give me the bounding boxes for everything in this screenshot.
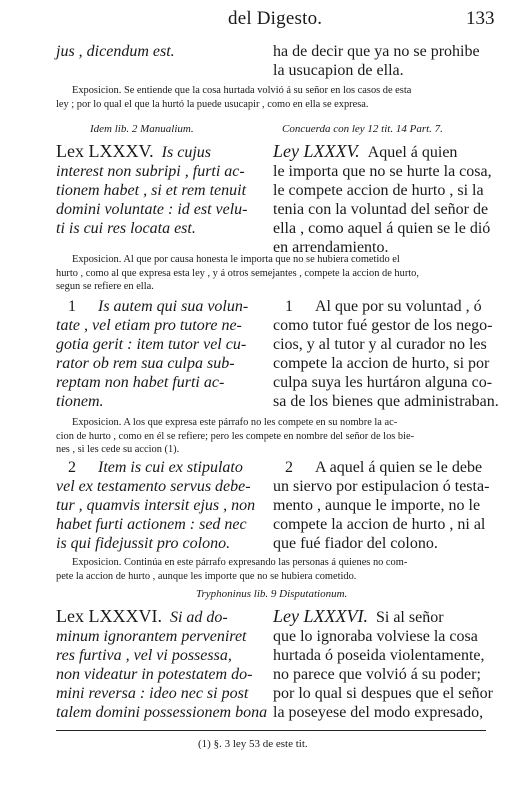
exposicion-line: ley ; por lo qual el que la hurtó la puede usucapir , como en ella se expresa. <box>56 98 369 110</box>
latin-line: Si ad do- <box>169 609 228 626</box>
spanish-line: culpa suya les hurtáron alguna co- <box>273 374 493 391</box>
latin-line: tionem habet , si et rem tenuit <box>56 182 247 199</box>
latin-line: Is cujus <box>161 144 211 161</box>
spanish-line: Aquel á quien <box>367 144 458 161</box>
spanish-line: por lo qual si despues que el señor <box>273 685 493 702</box>
spanish-line: que fué fiador del colono. <box>273 535 438 552</box>
spanish-line: la poseyese del modo expresado, <box>273 704 484 721</box>
exposicion-line: Exposicion. Continúa en este párrafo expresando las personas á quienes no com- <box>72 557 408 568</box>
ley-heading: Ley LXXXV. <box>273 141 360 161</box>
running-title: del Digesto. <box>228 8 323 29</box>
footnote: (1) §. 3 ley 53 de este tit. <box>198 738 308 750</box>
spanish-line: Al que por su voluntad , ó <box>315 298 482 315</box>
paragraph-number: 2 <box>285 459 293 476</box>
latin-line: non videatur in potestatem do- <box>56 666 253 683</box>
exposicion-1 <box>56 84 488 111</box>
latin-law-85 <box>56 142 266 238</box>
spanish-line: tenia con la voluntad del señor de <box>273 201 489 218</box>
latin-line: res furtiva , vel vi possessa, <box>56 647 232 664</box>
latin-line: Is autem qui sua volun- <box>98 298 249 315</box>
exposicion-line: cion de hurto , como en él se refiere; pero les compete en nombre del señor de los bie- <box>56 430 415 442</box>
spanish-line: como tutor fué gestor de los nego- <box>273 317 493 334</box>
latin-line: habet furti actionem : sed nec <box>56 516 247 533</box>
latin-paragraph-1 <box>56 297 266 411</box>
latin-line: minum ignorantem perveniret <box>56 628 247 645</box>
spanish-law-86 <box>273 606 493 722</box>
latin-line: Item is cui ex stipulato <box>98 459 243 476</box>
footnote-rule <box>56 730 486 731</box>
spanish-line: compete la accion de hurto , ni al <box>273 516 486 533</box>
spanish-column-continuation <box>273 42 488 80</box>
latin-line: talem domini possessionem bona <box>56 704 268 721</box>
exposicion-4 <box>56 556 488 583</box>
exposicion-line: segun se refiere en ella. <box>56 281 154 292</box>
paragraph-number: 1 <box>68 298 76 315</box>
spanish-line: en arrendamiento. <box>273 239 389 256</box>
spanish-line: ella , como aquel á quien se le dió <box>273 220 491 237</box>
spanish-line: cios, y al tutor y al curador no les <box>273 336 487 353</box>
latin-line: is qui fidejussit pro colono. <box>56 535 231 552</box>
spanish-line: mento , aunque le importe, no le <box>273 497 481 514</box>
spanish-line: Si al señor <box>375 609 444 626</box>
latin-line: jus , dicendum est. <box>56 43 175 60</box>
page-number: 133 <box>466 8 495 29</box>
latin-line: interest non subripi , furti ac- <box>56 163 245 180</box>
spanish-paragraph-1 <box>273 297 499 411</box>
exposicion-3 <box>56 416 488 457</box>
exposicion-line: Exposicion. A los que expresa este párrafo no les compete en su nombre la ac- <box>72 417 398 428</box>
exposicion-line: Exposicion. Se entiende que la cosa hurtada volvió á su señor en los casos de esta <box>72 85 412 96</box>
paragraph-number: 2 <box>68 459 76 476</box>
spanish-paragraph-2 <box>273 458 488 553</box>
spanish-line: le importa que no se hurte la cosa, <box>273 163 492 180</box>
latin-line: tur , quamvis intersit ejus , non <box>56 497 256 514</box>
spanish-law-85 <box>273 141 492 257</box>
spanish-line: A aquel á quien se le debe <box>315 459 483 476</box>
spanish-line: que lo ignoraba volviese la cosa <box>273 628 478 645</box>
spanish-line: sa de los bienes que administraban. <box>273 393 499 410</box>
latin-line: ti is cui res locata est. <box>56 220 196 237</box>
latin-line: tate , vel etiam pro tutore ne- <box>56 317 242 334</box>
spanish-line: la usucapion de ella. <box>273 62 404 79</box>
spanish-line: ha de decir que ya no se prohibe <box>273 43 480 60</box>
source-citation: Tryphoninus lib. 9 Disputationum. <box>196 588 348 600</box>
latin-law-86 <box>56 607 266 722</box>
exposicion-line: Exposicion. Al que por causa honesta le importa que no se hubiera cometido el <box>72 254 400 265</box>
spanish-line: compete la accion de hurto, si por <box>273 355 490 372</box>
spanish-line: un siervo por estipulacion ó testa- <box>273 478 490 495</box>
latin-paragraph-2 <box>56 458 266 553</box>
latin-line: mini reversa : ideo nec si post <box>56 685 249 702</box>
spanish-line: le compete accion de hurto , si la <box>273 182 484 199</box>
exposicion-line: nes , si les cede su accion (1). <box>56 444 180 455</box>
latin-line: rator ob rem sua culpa sub- <box>56 355 235 372</box>
ley-heading: Ley LXXXVI. <box>273 606 368 626</box>
exposicion-2 <box>56 253 488 294</box>
latin-line: gotia gerit : item tutor vel cu- <box>56 336 247 353</box>
concordance-citation: Concuerda con ley 12 tit. 14 Part. 7. <box>282 123 443 135</box>
latin-column-continuation <box>56 42 261 61</box>
lex-heading: Lex LXXXVI. <box>56 606 162 626</box>
latin-line: domini voluntate : id est velu- <box>56 201 248 218</box>
paragraph-number: 1 <box>285 298 293 315</box>
spanish-line: hurtada ó poseida violentamente, <box>273 647 485 664</box>
source-citation: Idem lib. 2 Manualium. <box>90 123 194 135</box>
latin-line: tionem. <box>56 393 104 410</box>
latin-line: vel ex testamento servus debe- <box>56 478 251 495</box>
exposicion-line: pete la accion de hurto , aunque les importe que no se hubiera cometido. <box>56 570 357 582</box>
latin-line: reptam non habet furti ac- <box>56 374 225 391</box>
lex-heading: Lex LXXXV. <box>56 141 154 161</box>
spanish-line: no parece que volvió á su poder; <box>273 666 481 683</box>
exposicion-line: hurto , como al que expresa esta ley , y á otros semejantes , compete la accion de hurto, <box>56 267 419 279</box>
